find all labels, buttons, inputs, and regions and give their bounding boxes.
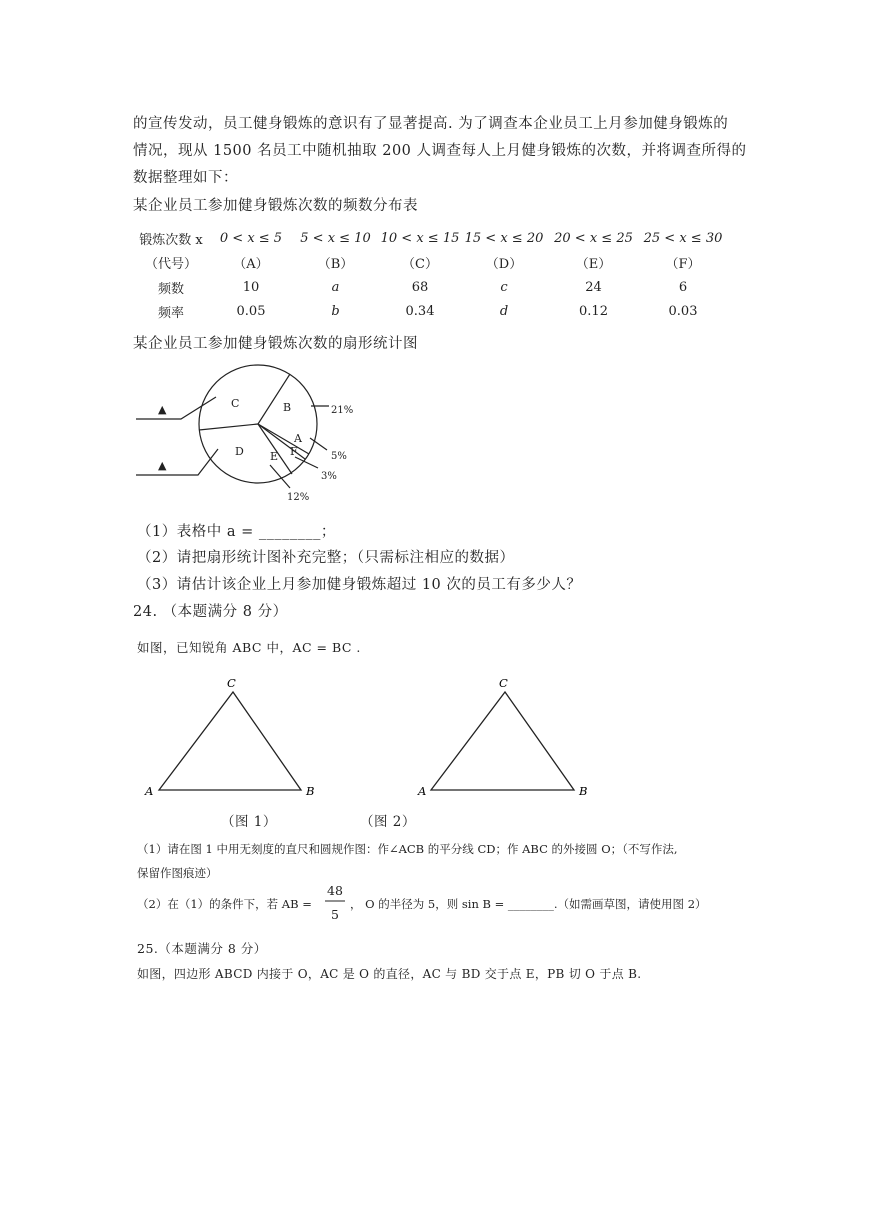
intro-line-2: 情况，现从 1500 名员工中随机抽取 200 人调查每人上月健身锻炼的次数，并将调查所得的: [133, 143, 747, 159]
table-cell: 20 < x ≤ 25: [554, 230, 633, 246]
table-cell: 0.12: [579, 304, 608, 320]
pie-leader: [310, 438, 327, 450]
pie-pct-b: 21%: [331, 405, 354, 416]
table-cell: （D）: [485, 257, 523, 273]
pie-label-e: E: [270, 450, 279, 463]
table-title: 某企业员工参加健身锻炼次数的频数分布表: [133, 198, 418, 214]
triangle-figure-2: [417, 676, 587, 798]
table-cell: 24: [585, 279, 602, 295]
figure-1-caption: （图 1）: [221, 814, 277, 830]
table-cell: （F）: [665, 257, 701, 273]
table-cell: 10 < x ≤ 15: [380, 230, 460, 246]
vertex-a-label: A: [418, 784, 427, 798]
table-cell: 频率: [157, 306, 184, 322]
table-cell: （代号）: [144, 257, 197, 273]
figure-2-caption: （图 2）: [360, 814, 416, 830]
fraction-denominator: 5: [331, 907, 339, 922]
pie-label-b: B: [283, 401, 292, 414]
question-23-part-3: （3）请估计该企业上月参加健身锻炼超过 10 次的员工有多少人？: [137, 577, 582, 593]
table-cell: 0.05: [236, 304, 266, 320]
vertex-c-label: C: [499, 676, 508, 690]
table-cell: a: [331, 279, 340, 295]
question-24-part-1-line-2: 保留作图痕迹）: [137, 866, 218, 880]
pie-label-a: A: [294, 432, 302, 445]
vertex-b-label: B: [306, 784, 315, 798]
table-cell: （C）: [402, 257, 438, 273]
blank-marker: ▲: [158, 403, 167, 416]
table-cell: （B）: [317, 257, 354, 273]
intro-line-1: 的宣传发动，员工健身锻炼的意识有了显著提高. 为了调查本企业员工上月参加健身锻炼的: [133, 116, 729, 132]
pie-labels: [158, 397, 353, 503]
table-cell: 6: [678, 279, 688, 295]
table-cell: （E）: [575, 257, 612, 273]
fraction-48-5: [325, 883, 345, 922]
table-cell: 0.34: [405, 304, 435, 320]
pie-label-d: D: [235, 445, 244, 458]
table-cell: 0 < x ≤ 5: [219, 230, 283, 246]
question-24-statement: 如图，已知锐角 ABC 中，AC = BC .: [137, 640, 361, 655]
table-cell: 0.03: [668, 304, 698, 320]
question-24-part-1-line-1: （1）请在图 1 中用无刻度的直尺和圆规作图：作∠ACB 的平分线 CD；作 ABC 的外接圆 O；（不写作法,: [137, 842, 678, 856]
table-cell: d: [499, 304, 509, 320]
pie-divider: [258, 424, 292, 474]
vertex-a-label: A: [145, 784, 154, 798]
vertex-c-label: C: [227, 676, 236, 690]
vertex-b-label: B: [579, 784, 588, 798]
triangle-abc: [431, 692, 574, 790]
fraction-numerator: 48: [327, 883, 343, 898]
pie-pct-a: 5%: [331, 451, 347, 462]
question-23-part-2: （2）请把扇形统计图补充完整；（只需标注相应的数据）: [137, 550, 515, 566]
table-cell: c: [500, 279, 508, 295]
blank-label-line: [136, 449, 218, 475]
table-cell: 25 < x ≤ 30: [643, 230, 723, 246]
question-24-heading: 24. （本题满分 8 分）: [133, 604, 288, 620]
table-cell: 15 < x ≤ 20: [464, 230, 544, 246]
table-cell: b: [331, 304, 340, 320]
table-cell: 68: [411, 279, 429, 295]
pie-divider: [199, 424, 258, 430]
triangle-figure-1: [144, 676, 314, 798]
table-cell: 5 < x ≤ 10: [300, 230, 371, 246]
table-cell: （A）: [233, 257, 269, 273]
pie-title: 某企业员工参加健身锻炼次数的扇形统计图: [133, 336, 418, 352]
triangle-abc: [159, 692, 301, 790]
table-cell: 频数: [157, 281, 184, 297]
question-23-part-1: （1）表格中 a = ________；: [137, 524, 336, 540]
pie-leader: [270, 465, 290, 488]
question-25-heading: 25.（本题满分 8 分）: [137, 941, 267, 956]
table-cell: 10: [242, 279, 260, 295]
pie-label-c: C: [231, 397, 240, 410]
intro-line-3: 数据整理如下：: [133, 170, 238, 186]
blank-marker: ▲: [158, 459, 167, 472]
pie-pct-f: 3%: [321, 471, 337, 482]
pie-pct-e: 12%: [287, 492, 310, 503]
question-24-part-2-end: ， O 的半径为 5，则 sin B = ________.（如需画草图，请使用图 2）: [350, 897, 707, 911]
table-cell: 锻炼次数 x: [139, 232, 203, 248]
pie-divider: [258, 374, 290, 424]
pie-label-f: F: [290, 445, 298, 458]
question-25-statement: 如图，四边形 ABCD 内接于 O，AC 是 O 的直径，AC 与 BD 交于点 E，PB 切 O 于点 B.: [137, 967, 642, 981]
question-24-part-2-start: （2）在（1）的条件下，若 AB =: [137, 897, 312, 911]
